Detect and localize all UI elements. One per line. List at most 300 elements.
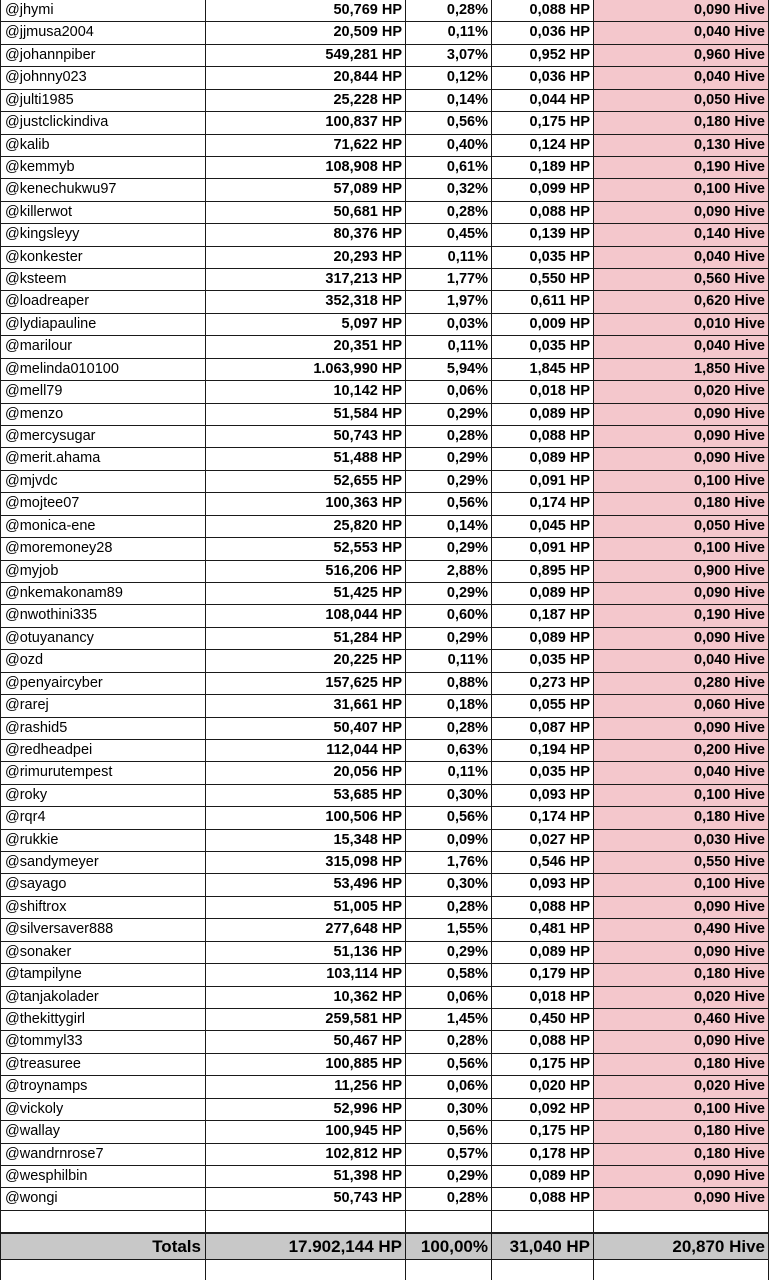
hp-cell[interactable]: 50,743 HP — [206, 426, 406, 448]
reward-cell[interactable]: 0,018 HP — [492, 381, 594, 403]
hp-cell[interactable]: 10,362 HP — [206, 987, 406, 1009]
hp-cell[interactable]: 80,376 HP — [206, 224, 406, 246]
reward-cell[interactable]: 0,093 HP — [492, 874, 594, 896]
percent-cell[interactable]: 0,56% — [406, 1054, 492, 1076]
reward-cell[interactable]: 0,009 HP — [492, 314, 594, 336]
percent-cell[interactable]: 0,09% — [406, 830, 492, 852]
percent-cell[interactable]: 0,56% — [406, 807, 492, 829]
percent-cell[interactable]: 0,30% — [406, 1099, 492, 1121]
hive-cell[interactable]: 0,100 Hive — [594, 1099, 769, 1121]
name-cell[interactable]: @justclickindiva — [0, 112, 206, 134]
percent-cell[interactable]: 0,29% — [406, 942, 492, 964]
hp-cell[interactable]: 52,655 HP — [206, 471, 406, 493]
hive-cell[interactable]: 0,550 Hive — [594, 852, 769, 874]
reward-cell[interactable]: 0,124 HP — [492, 135, 594, 157]
hive-cell[interactable]: 0,460 Hive — [594, 1009, 769, 1031]
reward-cell[interactable]: 0,091 HP — [492, 538, 594, 560]
name-cell[interactable]: @ozd — [0, 650, 206, 672]
reward-cell[interactable]: 0,055 HP — [492, 695, 594, 717]
hp-cell[interactable]: 112,044 HP — [206, 740, 406, 762]
name-cell[interactable]: @mercysugar — [0, 426, 206, 448]
name-cell[interactable]: @kemmyb — [0, 157, 206, 179]
percent-cell[interactable]: 0,56% — [406, 112, 492, 134]
name-cell[interactable]: @tanjakolader — [0, 987, 206, 1009]
reward-cell[interactable]: 0,018 HP — [492, 987, 594, 1009]
percent-cell[interactable]: 2,88% — [406, 561, 492, 583]
hive-cell[interactable]: 0,900 Hive — [594, 561, 769, 583]
name-cell[interactable]: @ksteem — [0, 269, 206, 291]
percent-cell[interactable]: 0,29% — [406, 448, 492, 470]
percent-cell[interactable]: 1,55% — [406, 919, 492, 941]
percent-cell[interactable]: 0,12% — [406, 67, 492, 89]
reward-cell[interactable]: 1,845 HP — [492, 359, 594, 381]
reward-cell[interactable]: 0,550 HP — [492, 269, 594, 291]
totals-hive[interactable]: 20,870 Hive — [594, 1233, 769, 1260]
hp-cell[interactable]: 10,142 HP — [206, 381, 406, 403]
reward-cell[interactable]: 0,088 HP — [492, 0, 594, 22]
hive-cell[interactable]: 0,090 Hive — [594, 448, 769, 470]
reward-cell[interactable]: 0,175 HP — [492, 1121, 594, 1143]
hp-cell[interactable]: 315,098 HP — [206, 852, 406, 874]
name-cell[interactable]: @marilour — [0, 336, 206, 358]
hp-cell[interactable]: 100,885 HP — [206, 1054, 406, 1076]
name-cell[interactable]: @shiftrox — [0, 897, 206, 919]
reward-cell[interactable]: 0,174 HP — [492, 493, 594, 515]
percent-cell[interactable]: 0,18% — [406, 695, 492, 717]
name-cell[interactable]: @wongi — [0, 1188, 206, 1210]
hive-cell[interactable]: 0,020 Hive — [594, 1076, 769, 1098]
blank-cell[interactable] — [206, 1211, 406, 1233]
name-cell[interactable]: @konkester — [0, 247, 206, 269]
name-cell[interactable]: @mjvdc — [0, 471, 206, 493]
reward-cell[interactable]: 0,088 HP — [492, 1031, 594, 1053]
hp-cell[interactable]: 51,136 HP — [206, 942, 406, 964]
hp-cell[interactable]: 20,056 HP — [206, 762, 406, 784]
hive-cell[interactable]: 0,100 Hive — [594, 785, 769, 807]
hp-cell[interactable]: 50,769 HP — [206, 0, 406, 22]
percent-cell[interactable]: 0,29% — [406, 404, 492, 426]
hive-cell[interactable]: 0,090 Hive — [594, 404, 769, 426]
reward-cell[interactable]: 0,093 HP — [492, 785, 594, 807]
reward-cell[interactable]: 0,089 HP — [492, 628, 594, 650]
percent-cell[interactable]: 0,56% — [406, 1121, 492, 1143]
hp-cell[interactable]: 51,584 HP — [206, 404, 406, 426]
name-cell[interactable]: @wesphilbin — [0, 1166, 206, 1188]
hp-cell[interactable]: 51,425 HP — [206, 583, 406, 605]
reward-cell[interactable]: 0,035 HP — [492, 650, 594, 672]
percent-cell[interactable]: 3,07% — [406, 45, 492, 67]
hp-cell[interactable]: 71,622 HP — [206, 135, 406, 157]
empty-cell[interactable] — [206, 1260, 406, 1280]
name-cell[interactable]: @kingsleyy — [0, 224, 206, 246]
table-row — [0, 22, 769, 44]
name-cell[interactable]: @otuyanancy — [0, 628, 206, 650]
percent-cell[interactable]: 0,63% — [406, 740, 492, 762]
hp-cell[interactable]: 20,225 HP — [206, 650, 406, 672]
hp-cell[interactable]: 549,281 HP — [206, 45, 406, 67]
hive-cell[interactable]: 0,100 Hive — [594, 179, 769, 201]
hive-cell[interactable]: 0,020 Hive — [594, 381, 769, 403]
hive-cell[interactable]: 0,180 Hive — [594, 1054, 769, 1076]
percent-cell[interactable]: 0,29% — [406, 583, 492, 605]
name-cell[interactable]: @mojtee07 — [0, 493, 206, 515]
totals-percent[interactable]: 100,00% — [406, 1233, 492, 1260]
hive-cell[interactable]: 0,100 Hive — [594, 874, 769, 896]
table-row — [0, 762, 769, 784]
hp-cell[interactable]: 516,206 HP — [206, 561, 406, 583]
hp-cell[interactable]: 11,256 HP — [206, 1076, 406, 1098]
blank-cell[interactable] — [0, 1211, 206, 1233]
reward-cell[interactable]: 0,020 HP — [492, 1076, 594, 1098]
hp-cell[interactable]: 51,284 HP — [206, 628, 406, 650]
hive-cell[interactable]: 0,130 Hive — [594, 135, 769, 157]
hive-cell[interactable]: 0,090 Hive — [594, 718, 769, 740]
name-cell[interactable]: @nwothini335 — [0, 605, 206, 627]
reward-cell[interactable]: 0,027 HP — [492, 830, 594, 852]
hive-cell[interactable]: 0,090 Hive — [594, 897, 769, 919]
percent-cell[interactable]: 0,14% — [406, 516, 492, 538]
name-cell[interactable]: @rimurutempest — [0, 762, 206, 784]
reward-cell[interactable]: 0,174 HP — [492, 807, 594, 829]
hive-cell[interactable]: 0,140 Hive — [594, 224, 769, 246]
name-cell[interactable]: @tampilyne — [0, 964, 206, 986]
name-cell[interactable]: @menzo — [0, 404, 206, 426]
empty-cell[interactable] — [594, 1260, 769, 1280]
name-cell[interactable]: @nkemakonam89 — [0, 583, 206, 605]
reward-cell[interactable]: 0,189 HP — [492, 157, 594, 179]
name-cell[interactable]: @penyaircyber — [0, 673, 206, 695]
hive-cell[interactable]: 0,060 Hive — [594, 695, 769, 717]
percent-cell[interactable]: 0,30% — [406, 785, 492, 807]
reward-cell[interactable]: 0,045 HP — [492, 516, 594, 538]
percent-cell[interactable]: 0,56% — [406, 493, 492, 515]
percent-cell[interactable]: 0,28% — [406, 1188, 492, 1210]
hive-cell[interactable]: 0,200 Hive — [594, 740, 769, 762]
percent-cell[interactable]: 0,60% — [406, 605, 492, 627]
reward-cell[interactable]: 0,087 HP — [492, 718, 594, 740]
percent-cell[interactable]: 0,06% — [406, 381, 492, 403]
name-cell[interactable]: @merit.ahama — [0, 448, 206, 470]
hive-cell[interactable]: 1,850 Hive — [594, 359, 769, 381]
hive-cell[interactable]: 0,280 Hive — [594, 673, 769, 695]
percent-cell[interactable]: 0,11% — [406, 650, 492, 672]
hive-cell[interactable]: 0,180 Hive — [594, 807, 769, 829]
hive-cell[interactable]: 0,030 Hive — [594, 830, 769, 852]
name-cell[interactable]: @moremoney28 — [0, 538, 206, 560]
percent-cell[interactable]: 0,45% — [406, 224, 492, 246]
hive-cell[interactable]: 0,560 Hive — [594, 269, 769, 291]
percent-cell[interactable]: 0,11% — [406, 22, 492, 44]
hp-cell[interactable]: 108,908 HP — [206, 157, 406, 179]
empty-cell[interactable] — [406, 1260, 492, 1280]
reward-cell[interactable]: 0,187 HP — [492, 605, 594, 627]
name-cell[interactable]: @melinda010100 — [0, 359, 206, 381]
blank-cell[interactable] — [492, 1211, 594, 1233]
percent-cell[interactable]: 0,32% — [406, 179, 492, 201]
name-cell[interactable]: @johannpiber — [0, 45, 206, 67]
percent-cell[interactable]: 0,11% — [406, 336, 492, 358]
name-cell[interactable]: @johnny023 — [0, 67, 206, 89]
hive-cell[interactable]: 0,090 Hive — [594, 942, 769, 964]
reward-cell[interactable]: 0,611 HP — [492, 291, 594, 313]
percent-cell[interactable]: 0,28% — [406, 426, 492, 448]
name-cell[interactable]: @myjob — [0, 561, 206, 583]
hp-cell[interactable]: 50,467 HP — [206, 1031, 406, 1053]
hp-cell[interactable]: 100,506 HP — [206, 807, 406, 829]
name-cell[interactable]: @vickoly — [0, 1099, 206, 1121]
hp-cell[interactable]: 100,363 HP — [206, 493, 406, 515]
name-cell[interactable]: @redheadpei — [0, 740, 206, 762]
name-cell[interactable]: @treasuree — [0, 1054, 206, 1076]
reward-cell[interactable]: 0,099 HP — [492, 179, 594, 201]
percent-cell[interactable]: 0,29% — [406, 628, 492, 650]
hive-cell[interactable]: 0,040 Hive — [594, 762, 769, 784]
name-cell[interactable]: @kenechukwu97 — [0, 179, 206, 201]
hive-cell[interactable]: 0,090 Hive — [594, 583, 769, 605]
percent-cell[interactable]: 0,57% — [406, 1144, 492, 1166]
reward-cell[interactable]: 0,450 HP — [492, 1009, 594, 1031]
hp-cell[interactable]: 20,351 HP — [206, 336, 406, 358]
hive-cell[interactable]: 0,090 Hive — [594, 0, 769, 22]
hive-cell[interactable]: 0,190 Hive — [594, 605, 769, 627]
hp-cell[interactable]: 103,114 HP — [206, 964, 406, 986]
reward-cell[interactable]: 0,088 HP — [492, 897, 594, 919]
name-cell[interactable]: @tommyl33 — [0, 1031, 206, 1053]
reward-cell[interactable]: 0,178 HP — [492, 1144, 594, 1166]
hive-cell[interactable]: 0,180 Hive — [594, 1144, 769, 1166]
hp-cell[interactable]: 15,348 HP — [206, 830, 406, 852]
hive-cell[interactable]: 0,490 Hive — [594, 919, 769, 941]
hive-cell[interactable]: 0,010 Hive — [594, 314, 769, 336]
hive-cell[interactable]: 0,040 Hive — [594, 336, 769, 358]
hp-cell[interactable]: 25,228 HP — [206, 90, 406, 112]
reward-cell[interactable]: 0,179 HP — [492, 964, 594, 986]
empty-cell[interactable] — [492, 1260, 594, 1280]
totals-hp[interactable]: 17.902,144 HP — [206, 1233, 406, 1260]
percent-cell[interactable]: 0,28% — [406, 718, 492, 740]
percent-cell[interactable]: 0,88% — [406, 673, 492, 695]
reward-cell[interactable]: 0,089 HP — [492, 583, 594, 605]
hp-cell[interactable]: 50,743 HP — [206, 1188, 406, 1210]
table-row — [0, 157, 769, 179]
reward-cell[interactable]: 0,175 HP — [492, 112, 594, 134]
hive-cell[interactable]: 0,040 Hive — [594, 247, 769, 269]
reward-cell[interactable]: 0,036 HP — [492, 67, 594, 89]
hp-cell[interactable]: 51,398 HP — [206, 1166, 406, 1188]
hive-cell[interactable]: 0,180 Hive — [594, 964, 769, 986]
hp-cell[interactable]: 1.063,990 HP — [206, 359, 406, 381]
table-row — [0, 0, 769, 22]
percent-cell[interactable]: 0,06% — [406, 1076, 492, 1098]
hp-cell[interactable]: 5,097 HP — [206, 314, 406, 336]
hive-cell[interactable]: 0,100 Hive — [594, 471, 769, 493]
reward-cell[interactable]: 0,089 HP — [492, 942, 594, 964]
percent-cell[interactable]: 0,11% — [406, 247, 492, 269]
hp-cell[interactable]: 50,407 HP — [206, 718, 406, 740]
hive-cell[interactable]: 0,040 Hive — [594, 22, 769, 44]
reward-cell[interactable]: 0,035 HP — [492, 762, 594, 784]
blank-cell[interactable] — [406, 1211, 492, 1233]
reward-cell[interactable]: 0,089 HP — [492, 1166, 594, 1188]
name-cell[interactable]: @roky — [0, 785, 206, 807]
blank-cell[interactable] — [594, 1211, 769, 1233]
reward-cell[interactable]: 0,092 HP — [492, 1099, 594, 1121]
name-cell[interactable]: @julti1985 — [0, 90, 206, 112]
name-cell[interactable]: @monica-ene — [0, 516, 206, 538]
percent-cell[interactable]: 0,28% — [406, 0, 492, 22]
table-row — [0, 1054, 769, 1076]
percent-cell[interactable]: 0,29% — [406, 538, 492, 560]
name-cell[interactable]: @wandrnrose7 — [0, 1144, 206, 1166]
hp-cell[interactable]: 259,581 HP — [206, 1009, 406, 1031]
name-cell[interactable]: @jhymi — [0, 0, 206, 22]
table-row — [0, 224, 769, 246]
name-cell[interactable]: @mell79 — [0, 381, 206, 403]
hive-cell[interactable]: 0,090 Hive — [594, 426, 769, 448]
name-cell[interactable]: @jjmusa2004 — [0, 22, 206, 44]
hp-cell[interactable]: 50,681 HP — [206, 202, 406, 224]
hp-cell[interactable]: 57,089 HP — [206, 179, 406, 201]
hp-cell[interactable]: 25,820 HP — [206, 516, 406, 538]
name-cell[interactable]: @loadreaper — [0, 291, 206, 313]
hp-cell[interactable]: 20,509 HP — [206, 22, 406, 44]
reward-cell[interactable]: 0,036 HP — [492, 22, 594, 44]
reward-cell[interactable]: 0,089 HP — [492, 448, 594, 470]
name-cell[interactable]: @silversaver888 — [0, 919, 206, 941]
table-row — [0, 291, 769, 313]
percent-cell[interactable]: 0,40% — [406, 135, 492, 157]
name-cell[interactable]: @sandymeyer — [0, 852, 206, 874]
hp-cell[interactable]: 51,005 HP — [206, 897, 406, 919]
name-cell[interactable]: @rarej — [0, 695, 206, 717]
hp-cell[interactable]: 277,648 HP — [206, 919, 406, 941]
hp-cell[interactable]: 53,496 HP — [206, 874, 406, 896]
percent-cell[interactable]: 0,30% — [406, 874, 492, 896]
name-cell[interactable]: @rashid5 — [0, 718, 206, 740]
name-cell[interactable]: @rqr4 — [0, 807, 206, 829]
percent-cell[interactable]: 0,11% — [406, 762, 492, 784]
hive-cell[interactable]: 0,090 Hive — [594, 1031, 769, 1053]
reward-cell[interactable]: 0,088 HP — [492, 202, 594, 224]
hive-cell[interactable]: 0,040 Hive — [594, 67, 769, 89]
totals-reward[interactable]: 31,040 HP — [492, 1233, 594, 1260]
hive-cell[interactable]: 0,620 Hive — [594, 291, 769, 313]
reward-cell[interactable]: 0,088 HP — [492, 1188, 594, 1210]
hive-cell[interactable]: 0,190 Hive — [594, 157, 769, 179]
percent-cell[interactable]: 0,03% — [406, 314, 492, 336]
percent-cell[interactable]: 0,14% — [406, 90, 492, 112]
name-cell[interactable]: @troynamps — [0, 1076, 206, 1098]
percent-cell[interactable]: 0,29% — [406, 471, 492, 493]
reward-cell[interactable]: 0,091 HP — [492, 471, 594, 493]
hive-cell[interactable]: 0,050 Hive — [594, 516, 769, 538]
reward-cell[interactable]: 0,952 HP — [492, 45, 594, 67]
hp-cell[interactable]: 108,044 HP — [206, 605, 406, 627]
table-row — [0, 695, 769, 717]
hive-cell[interactable]: 0,180 Hive — [594, 112, 769, 134]
percent-cell[interactable]: 0,61% — [406, 157, 492, 179]
hive-cell[interactable]: 0,100 Hive — [594, 538, 769, 560]
table-row — [0, 852, 769, 874]
hp-cell[interactable]: 157,625 HP — [206, 673, 406, 695]
name-cell[interactable]: @sayago — [0, 874, 206, 896]
percent-cell[interactable]: 1,97% — [406, 291, 492, 313]
reward-cell[interactable]: 0,089 HP — [492, 404, 594, 426]
hive-cell[interactable]: 0,090 Hive — [594, 202, 769, 224]
hive-cell[interactable]: 0,090 Hive — [594, 1188, 769, 1210]
hp-cell[interactable]: 100,837 HP — [206, 112, 406, 134]
hive-cell[interactable]: 0,180 Hive — [594, 1121, 769, 1143]
name-cell[interactable]: @sonaker — [0, 942, 206, 964]
totals-label[interactable]: Totals — [0, 1233, 206, 1260]
hp-cell[interactable]: 20,844 HP — [206, 67, 406, 89]
hive-cell[interactable]: 0,040 Hive — [594, 650, 769, 672]
hp-cell[interactable]: 102,812 HP — [206, 1144, 406, 1166]
hp-cell[interactable]: 100,945 HP — [206, 1121, 406, 1143]
percent-cell[interactable]: 0,06% — [406, 987, 492, 1009]
reward-cell[interactable]: 0,035 HP — [492, 336, 594, 358]
hive-cell[interactable]: 0,090 Hive — [594, 628, 769, 650]
table-row — [0, 897, 769, 919]
hp-cell[interactable]: 52,996 HP — [206, 1099, 406, 1121]
name-cell[interactable]: @lydiapauline — [0, 314, 206, 336]
percent-cell[interactable]: 5,94% — [406, 359, 492, 381]
hive-cell[interactable]: 0,050 Hive — [594, 90, 769, 112]
name-cell[interactable]: @kalib — [0, 135, 206, 157]
reward-cell[interactable]: 0,035 HP — [492, 247, 594, 269]
reward-cell[interactable]: 0,088 HP — [492, 426, 594, 448]
hive-cell[interactable]: 0,090 Hive — [594, 1166, 769, 1188]
percent-cell[interactable]: 0,28% — [406, 897, 492, 919]
percent-cell[interactable]: 1,77% — [406, 269, 492, 291]
percent-cell[interactable]: 0,28% — [406, 1031, 492, 1053]
name-cell[interactable]: @wallay — [0, 1121, 206, 1143]
reward-cell[interactable]: 0,481 HP — [492, 919, 594, 941]
hive-cell[interactable]: 0,180 Hive — [594, 493, 769, 515]
hp-cell[interactable]: 352,318 HP — [206, 291, 406, 313]
reward-cell[interactable]: 0,194 HP — [492, 740, 594, 762]
table-row — [0, 830, 769, 852]
reward-cell[interactable]: 0,273 HP — [492, 673, 594, 695]
reward-cell[interactable]: 0,044 HP — [492, 90, 594, 112]
table-row — [0, 561, 769, 583]
reward-cell[interactable]: 0,175 HP — [492, 1054, 594, 1076]
hive-cell[interactable]: 0,960 Hive — [594, 45, 769, 67]
empty-cell[interactable] — [0, 1260, 206, 1280]
reward-cell[interactable]: 0,546 HP — [492, 852, 594, 874]
percent-cell[interactable]: 1,76% — [406, 852, 492, 874]
percent-cell[interactable]: 0,58% — [406, 964, 492, 986]
name-cell[interactable]: @thekittygirl — [0, 1009, 206, 1031]
table-row — [0, 538, 769, 560]
table-row — [0, 1099, 769, 1121]
hp-cell[interactable]: 31,661 HP — [206, 695, 406, 717]
reward-cell[interactable]: 0,895 HP — [492, 561, 594, 583]
name-cell[interactable]: @rukkie — [0, 830, 206, 852]
hp-cell[interactable]: 20,293 HP — [206, 247, 406, 269]
hp-cell[interactable]: 53,685 HP — [206, 785, 406, 807]
hive-cell[interactable]: 0,020 Hive — [594, 987, 769, 1009]
reward-cell[interactable]: 0,139 HP — [492, 224, 594, 246]
hp-cell[interactable]: 51,488 HP — [206, 448, 406, 470]
percent-cell[interactable]: 0,28% — [406, 202, 492, 224]
percent-cell[interactable]: 0,29% — [406, 1166, 492, 1188]
hp-cell[interactable]: 52,553 HP — [206, 538, 406, 560]
hp-cell[interactable]: 317,213 HP — [206, 269, 406, 291]
percent-cell[interactable]: 1,45% — [406, 1009, 492, 1031]
table-row — [0, 919, 769, 941]
name-cell[interactable]: @killerwot — [0, 202, 206, 224]
